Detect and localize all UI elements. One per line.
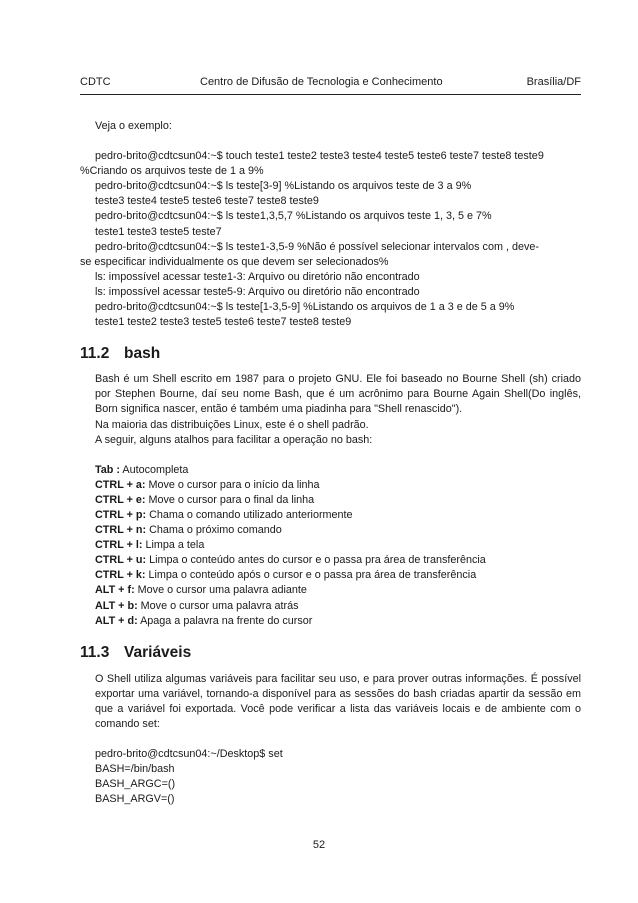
header-rule [80, 94, 581, 95]
example-line: pedro-brito@cdtcsun04:~$ ls teste[1-3,5-9] %Listando os arquivos de 1 a 3 e de 5 a 9% [95, 301, 515, 314]
shortcut-item [80, 614, 581, 629]
shortcut-desc: Move o cursor uma palavra adiante [134, 584, 307, 597]
header-left: CDTC [80, 76, 111, 88]
spacer [80, 732, 581, 747]
shortcut-item [80, 553, 581, 568]
section-number: 11.3 [80, 643, 110, 661]
shortcut-desc: Limpa o conteúdo após o cursor e o passa pra área de transferência [145, 569, 477, 582]
spacer [80, 448, 581, 463]
code-line: BASH_ARGV=() [95, 793, 175, 806]
section-title: Variáveis [124, 643, 192, 661]
example-line: teste3 teste4 teste5 teste6 teste7 teste8 teste9 [95, 195, 319, 208]
shortcut-item [80, 568, 581, 583]
shortcut-key: CTRL + l: [95, 539, 143, 552]
section-heading-bash [80, 344, 581, 364]
shortcut-item [80, 583, 581, 598]
shortcut-item [80, 538, 581, 553]
shortcut-key: ALT + f: [95, 584, 135, 597]
shortcut-item [80, 478, 581, 493]
example-line: pedro-brito@cdtcsun04:~$ ls teste1,3,5,7 %Listando os arquivos teste 1, 3, 5 e 7% [95, 210, 492, 223]
bash-paragraph: Bash é um Shell escrito em 1987 para o projeto GNU. Ele foi baseado no Bourne Shell (sh) criado por Stephen Bourne, daí seu nome Bash, que é um acrônimo para Bourne Again Shell(Do inglês, Born significa nascer, então é também uma piadinha para "Shell renascido"). [95, 373, 581, 416]
shortcut-item [80, 463, 581, 478]
shortcut-desc: Apaga a palavra na frente do cursor [137, 614, 313, 627]
shortcut-key: ALT + d: [95, 614, 138, 627]
shortcut-key: CTRL + p: [95, 508, 147, 521]
example-line: pedro-brito@cdtcsun04:~$ touch teste1 teste2 teste3 teste4 teste5 teste6 teste7 teste8 teste9 [95, 150, 544, 163]
header-right: Brasília/DF [526, 76, 581, 88]
shortcut-desc: Autocompleta [120, 463, 189, 476]
shortcut-key: CTRL + a: [95, 478, 146, 491]
page-number: 52 [312, 839, 326, 851]
section-title: bash [124, 345, 161, 363]
shortcut-key: CTRL + n: [95, 524, 147, 537]
page-content [80, 119, 581, 807]
bash-line: A seguir, alguns atalhos para facilitar a operação no bash: [95, 433, 373, 446]
shortcut-list [80, 463, 581, 629]
example-line: ls: impossível acessar teste5-9: Arquivo ou diretório não encontrado [95, 285, 420, 298]
shortcut-desc: Chama o comando utilizado anteriormente [146, 508, 353, 521]
set-output-block [80, 747, 581, 807]
shortcut-key: ALT + b: [95, 599, 138, 612]
shortcut-item [80, 523, 581, 538]
code-line: BASH_ARGC=() [95, 778, 176, 791]
bash-line: Na maioria das distribuições Linux, este é o shell padrão. [95, 418, 369, 431]
shortcut-desc: Move o cursor para o final da linha [145, 493, 315, 506]
example-line: teste1 teste2 teste3 teste5 teste6 teste7 teste8 teste9 [95, 316, 352, 329]
spacer [80, 134, 581, 149]
example-block [80, 149, 581, 330]
example-line: ls: impossível acessar teste1-3: Arquivo ou diretório não encontrado [95, 270, 420, 283]
shortcut-desc: Limpa a tela [142, 539, 205, 552]
section-number: 11.2 [80, 345, 110, 363]
shortcut-item [80, 508, 581, 523]
section-heading-variaveis [80, 643, 581, 663]
shortcut-desc: Move o cursor para o início da linha [145, 478, 320, 491]
header-center: Centro de Difusão de Tecnologia e Conhecimento [200, 76, 443, 88]
code-line: BASH=/bin/bash [95, 763, 175, 776]
code-line: pedro-brito@cdtcsun04:~/Desktop$ set [95, 748, 283, 761]
example-line: pedro-brito@cdtcsun04:~$ ls teste[3-9] %Listando os arquivos teste de 3 a 9% [95, 180, 472, 193]
page-header [80, 76, 581, 92]
example-line: %Criando os arquivos teste de 1 a 9% [80, 165, 264, 178]
example-line: teste1 teste3 teste5 teste7 [95, 225, 222, 238]
example-line: se especificar individualmente os que devem ser selecionados% [80, 255, 389, 268]
shortcut-key: CTRL + k: [95, 569, 146, 582]
shortcut-desc: Limpa o conteúdo antes do cursor e o passa pra área de transferência [146, 554, 486, 567]
shortcut-item [80, 493, 581, 508]
example-line: pedro-brito@cdtcsun04:~$ ls teste1-3,5-9 %Não é possível selecionar intervalos com , deve- [95, 240, 539, 253]
shortcut-key: CTRL + e: [95, 493, 146, 506]
shortcut-item [80, 599, 581, 614]
shortcut-desc: Chama o próximo comando [146, 524, 282, 537]
shortcut-key: CTRL + u: [95, 554, 147, 567]
shortcut-key: Tab : [95, 463, 120, 476]
variaveis-paragraph: O Shell utiliza algumas variáveis para facilitar seu uso, e para prover outras informações. É possível exportar uma variável, tornando-a disponível para as sessões do bash criadas apartir da sessão em que a variável foi exportada. Você pode verificar a lista das variáveis locais e de ambiente com o comando set: [95, 672, 581, 730]
shortcut-desc: Move o cursor uma palavra atrás [137, 599, 299, 612]
intro-text: Veja o exemplo: [95, 120, 172, 132]
